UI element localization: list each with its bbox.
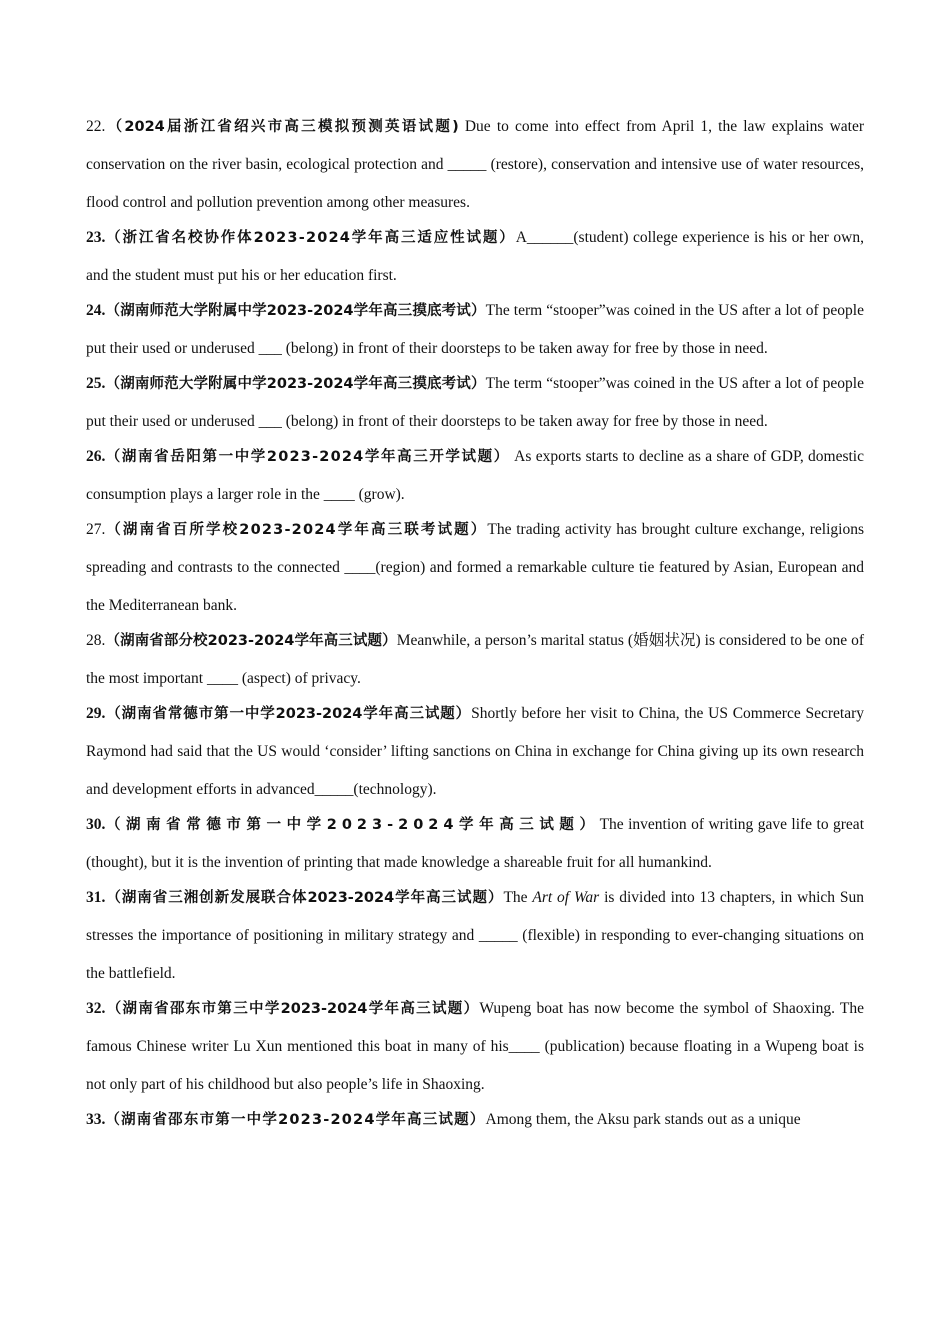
question-source: （湖南省邵东市第三中学2023-2024学年高三试题） <box>105 1001 480 1017</box>
question-source: （湖南省常德市第一中学2023-2024学年高三试题） <box>105 706 472 722</box>
question-29 <box>86 695 864 809</box>
question-32 <box>86 990 864 1104</box>
question-26 <box>86 438 864 514</box>
question-31 <box>86 879 864 993</box>
question-number: 33. <box>86 1111 106 1128</box>
question-number: 30. <box>86 816 106 833</box>
question-text: The term “stooper”was coined in the US after a lot of people put their used or underused ___ (belong) in front of their doorsteps to be taken away for free by those in need. <box>86 375 864 430</box>
question-text: As exports starts to decline as a share of GDP, domestic consumption plays a larger role in the ____ (grow). <box>86 448 864 503</box>
question-source: （2024届浙江省绍兴市高三模拟预测英语试题) <box>105 119 459 135</box>
question-24 <box>86 292 864 368</box>
question-source: （湖南省岳阳第一中学2023-2024学年高三开学试题） <box>105 449 510 465</box>
book-title: Art of War <box>532 889 600 906</box>
question-source: （浙江省名校协作体2023-2024学年高三适应性试题） <box>105 230 516 246</box>
question-source: （湖南省三湘创新发展联合体2023-2024学年高三试题） <box>105 890 504 906</box>
question-number: 28. <box>86 632 106 649</box>
question-33 <box>86 1101 864 1139</box>
question-text: Wupeng boat has now become the symbol of Shaoxing. The famous Chinese writer Lu Xun mentioned this boat in many of his____ (publication) because floating in a Wupeng boat is not only part of his childhood but also people’s life in Shaoxing. <box>86 1000 865 1093</box>
document-page <box>86 108 864 1136</box>
question-source: （湖南省常德市第一中学2023-2024学年高三试题） <box>105 817 600 833</box>
question-number: 22. <box>86 118 106 135</box>
question-text: Meanwhile, a person’s marital status (婚姻状况) is considered to be one of the most important ____ (aspect) of privacy. <box>86 632 865 687</box>
question-text: The term “stooper”was coined in the US after a lot of people put their used or underused ___ (belong) in front of their doorsteps to be taken away for free by those in need. <box>86 302 864 357</box>
question-source: （湖南省部分校2023-2024学年高三试题） <box>105 633 397 649</box>
question-number: 25. <box>86 375 106 392</box>
question-text: Due to come into effect from April 1, the law explains water conservation on the river basin, ecological protection and _____ (restore), conservation and intensive use of water resources, flood control and pollution prevention among other measures. <box>86 118 864 211</box>
question-number: 26. <box>86 448 106 465</box>
question-text: A______(student) college experience is his or her own, and the student must put his or her education first. <box>86 229 864 284</box>
question-source: （湖南师范大学附属中学2023-2024学年高三摸底考试） <box>105 303 486 319</box>
question-number: 32. <box>86 1000 106 1017</box>
question-source: （湖南师范大学附属中学2023-2024学年高三摸底考试） <box>105 376 486 392</box>
question-30 <box>86 806 864 882</box>
question-text: The trading activity has brought culture exchange, religions spreading and contrasts to the connected ____(region) and formed a remarkable culture tie featured by Asian, European and the Mediterranean bank. <box>86 521 864 614</box>
question-source: （湖南省邵东市第一中学2023-2024学年高三试题） <box>105 1112 486 1128</box>
question-23 <box>86 219 864 295</box>
question-number: 24. <box>86 302 106 319</box>
question-text: Shortly before her visit to China, the US Commerce Secretary Raymond had said that the US would ‘consider’ lifting sanctions on China in exchange for China giving up its own research and development efforts in advanced_____(technology). <box>86 705 865 798</box>
question-22 <box>86 108 864 222</box>
question-number: 31. <box>86 889 106 906</box>
question-text: The <box>503 889 533 906</box>
question-number: 29. <box>86 705 106 722</box>
question-25 <box>86 365 864 441</box>
question-text-continued: is divided into 13 chapters, in which Sun stresses the importance of positioning in military strategy and _____ (flexible) in responding to ever-changing situations on the battlefield. <box>86 889 864 982</box>
question-text: The invention of writing gave life to great (thought), but it is the invention of printing that made knowledge a shareable fruit for all humankind. <box>86 816 864 871</box>
question-number: 27. <box>86 521 106 538</box>
question-source: （湖南省百所学校2023-2024学年高三联考试题） <box>105 522 488 538</box>
question-text: Among them, the Aksu park stands out as a unique <box>485 1111 801 1128</box>
question-27 <box>86 511 864 625</box>
question-28 <box>86 622 864 698</box>
question-number: 23. <box>86 229 106 246</box>
